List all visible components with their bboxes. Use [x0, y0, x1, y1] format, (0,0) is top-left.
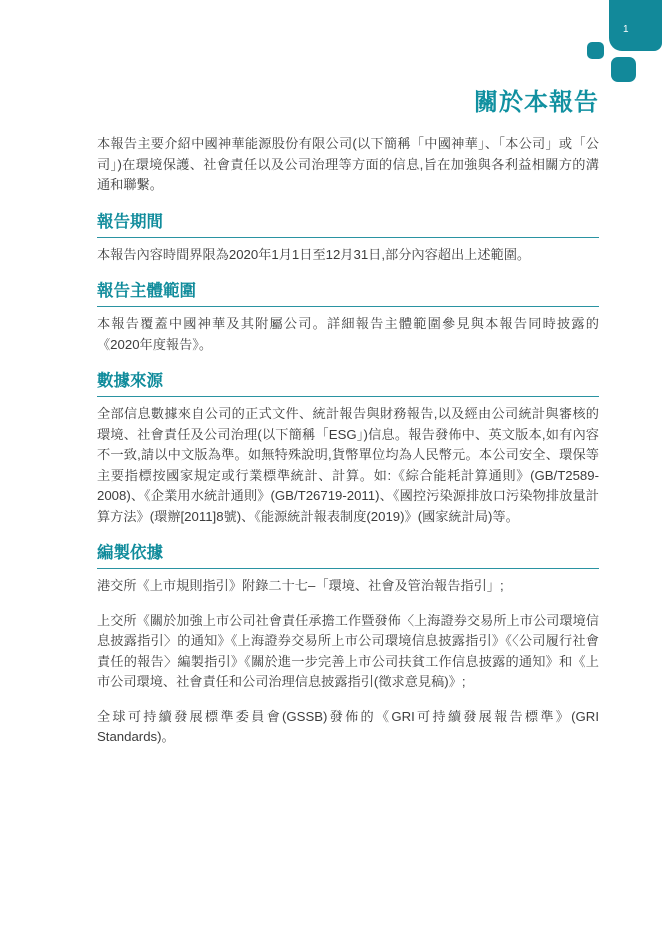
- section-heading-report-period: 報告期間: [97, 212, 599, 238]
- section-heading-data-sources: 數據來源: [97, 371, 599, 397]
- page-title: 關於本報告: [474, 89, 599, 116]
- page-number: 1: [623, 24, 629, 35]
- section-preparation-basis: [97, 543, 599, 748]
- section-report-period: [97, 212, 599, 266]
- section-paragraph: 本報告覆蓋中國神華及其附屬公司。詳細報告主體範圍參見與本報告同時披露的《2020年度報告》。: [97, 316, 599, 352]
- section-heading-report-scope: 報告主體範圍: [97, 281, 599, 307]
- section-heading-preparation-basis: 編製依據: [97, 543, 599, 569]
- section-paragraph: 全球可持續發展標準委員會(GSSB)發佈的《GRI可持續發展報告標準》(GRI Standards)。: [97, 708, 599, 744]
- intro-paragraph: 本報告主要介紹中國神華能源股份有限公司(以下簡稱「中國神華」、「本公司」或「公司」)在環境保護、社會責任以及公司治理等方面的信息,旨在加強與各利益相關方的溝通和聯繫。: [97, 136, 599, 192]
- decor-square-medium: [611, 57, 636, 82]
- section-paragraph: 全部信息數據來自公司的正式文件、統計報告與財務報告,以及經由公司統計與審核的環境、社會責任及公司治理(以下簡稱「ESG」)信息。報告發佈中、英文版本,如有內容不一致,請以中文版為準。如無特殊說明,貨幣單位均為人民幣元。本公司安全、環保等主要指標按國家規定或行業標準統計、計算。如:《綜合能耗計算通則》(GB/T2589-2008)、《企業用水統計通則》(GB/T26719-2011)、《國控污染源排放口污染物排放量計算方法》(環辦[2011]8號)、《能源統計報表制度(2019)》(國家統計局)等。: [97, 406, 599, 524]
- section-paragraph: 上交所《關於加強上市公司社會責任承擔工作暨發佈〈上海證券交易所上市公司環境信息披露指引〉的通知》《上海證券交易所上市公司環境信息披露指引》《〈公司履行社會責任的報告〉編製指引》《關於進一步完善上市公司扶貧工作信息披露的通知》和《上市公司環境、社會責任和公司治理信息披露指引(徵求意見稿)》;: [97, 612, 599, 689]
- section-paragraph: 港交所《上市規則指引》附錄二十七–「環境、社會及管治報告指引」;: [97, 578, 504, 593]
- section-data-sources: [97, 371, 599, 527]
- page-content: [97, 0, 599, 748]
- section-report-scope: [97, 281, 599, 355]
- section-paragraph: 本報告內容時間界限為2020年1月1日至12月31日,部分內容超出上述範圍。: [97, 246, 531, 262]
- page-number-tab: [609, 0, 662, 51]
